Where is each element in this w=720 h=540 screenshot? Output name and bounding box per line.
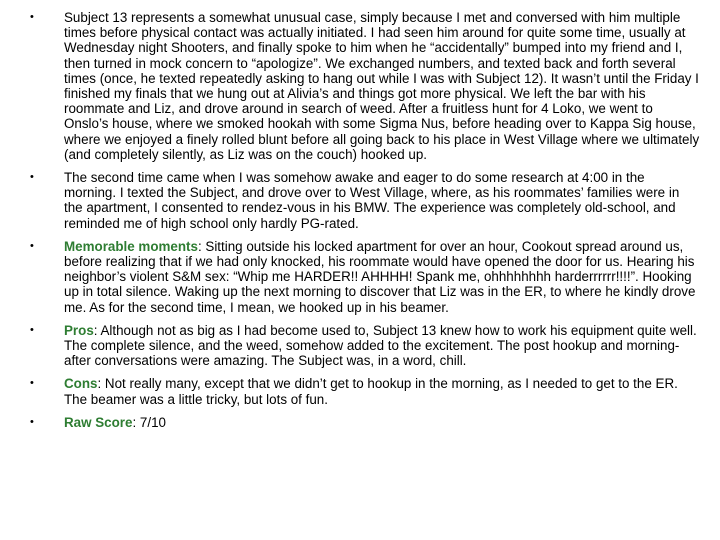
bullet-text: : Sitting outside his locked apartment for over an hour, Cookout spread around us, before realizing that if we had only knocked, his roommate would have opened the door for us. Hearing his neighbor’s violent S&M sex: “Whip me HARDER!! AHHHH! Spank me, ohhhhhhhh harderrrrrr!!!!”. Hooking up in total silence. Waking up the next morning to discover that Liz was in the ER, to where he kindly drove me. As for the second time, I mean, we hooked up in his beamer. [64, 238, 696, 315]
bullet-icon: • [30, 11, 34, 23]
bullet-item-pros [30, 323, 700, 369]
bullet-item-memorable-moments [30, 239, 700, 315]
bullet-text: : Although not as big as I had become used to, Subject 13 knew how to work his equipment quite well. The complete silence, and the weed, somehow added to the excitement. The post hookup and morning-after conversations were amazing. The Subject was, in a word, chill. [64, 322, 697, 369]
bullet-item-second-time [30, 170, 700, 231]
bullet-label: Cons [64, 376, 98, 392]
bullet-icon: • [30, 239, 34, 252]
bullet-label: Raw Score [64, 414, 133, 430]
bullet-icon: • [30, 171, 34, 184]
bullet-text: : 7/10 [132, 414, 166, 430]
bullet-item-subject13-intro [30, 10, 700, 162]
bullet-label: Memorable moments [64, 238, 198, 254]
bullet-text: : Not really many, except that we didn’t get to hookup in the morning, as I needed to get to the ER. The beamer was a little tricky, but lots of fun. [64, 376, 678, 407]
bullet-item-raw-score [30, 415, 700, 430]
bullet-item-cons [30, 376, 700, 406]
bullet-icon: • [30, 415, 34, 428]
bullet-list [30, 10, 700, 438]
bullet-label: Pros [64, 322, 94, 338]
bullet-text: Subject 13 represents a somewhat unusual case, simply because I met and conversed with him multiple times before physical contact was actually initiated. I had seen him around for quite some time, usually at Wednesday night Shooters, and finally spoke to him when he “accidentally” bumped into my friend and I, then turned in mock concern to “apologize”. We exchanged numbers, and texted back and forth several times (once, he texted repeatedly asking to hang out while I was with Subject 12). It wasn’t until the Friday I finished my finals that we hung out at Alivia’s and things got more physical. We left the bar with his roommate and Liz, and drove around in search of weed. After a fruitless hunt for 4 Loko, we went to Onslo’s house, where we smoked hookah with some Sigma Nus, before heading over to Kappa Sig house, where we enjoyed a finely rolled blunt before all going back to his place in West Village where we ultimately (and completely silently, as Liz was on the couch) hooked up. [64, 10, 700, 162]
bullet-text: The second time came when I was somehow awake and eager to do some research at 4:00 in the morning. I texted the Subject, and drove over to West Village, where, as his roommates’ families were in the apartment, I consented to rendez-vous in his BMW. The experience was completely old-school, and reminded me of high school only hardly PG-rated. [64, 170, 680, 231]
bullet-icon: • [30, 323, 34, 336]
bullet-icon: • [30, 377, 34, 390]
